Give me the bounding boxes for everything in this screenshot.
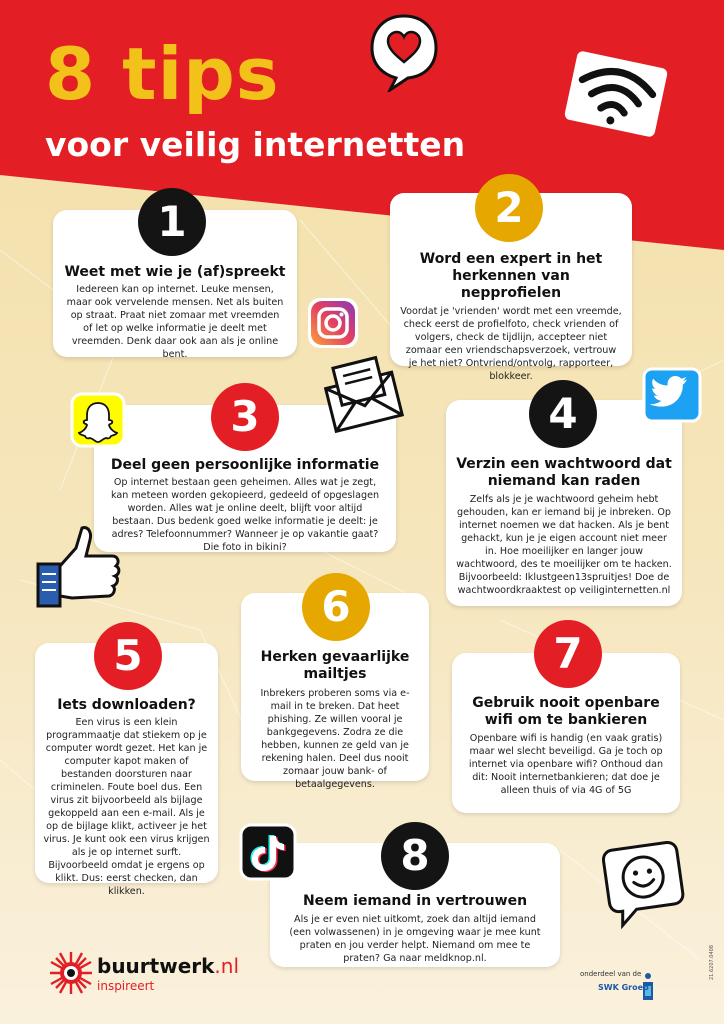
- tip-body: Iedereen kan op internet. Leuke mensen, maar ook vervelende mensen. Net als buiten op straat. Praat niet zomaar met vreemden of let op welke informatie je deelt met vreemden. Denk daar ook aan als je online bent.: [66, 284, 284, 360]
- tip-body: Voordat je 'vrienden' wordt met een vreemde, check eerst de profielfoto, check vrienden of volgers, check de tijdlijn, accepteer niet zomaar een vriendschapsverzoek, vertrouw je het niet? Ontvriend/ontvolg, rapporteer, blokkeer.: [400, 306, 622, 382]
- twitter-icon: [642, 367, 702, 423]
- partner-prefix: onderdeel van de: [580, 970, 642, 978]
- heart-speech-icon: [368, 12, 440, 92]
- tip-title: Deel geen persoonlijke informatie: [110, 457, 380, 473]
- tip-number-badge: 3: [211, 383, 279, 451]
- tip-body: Als je er even niet uitkomt, zoek dan altijd iemand (een volwassenen) in je omgeving waar je mee kunt praten en jou verder helpt. Niemand om mee te praten? Ga naar meldknop.nl.: [289, 914, 541, 964]
- tip-title: Word een expert in het herkennen van nepprofielen: [419, 251, 603, 301]
- tip-number-badge: 5: [94, 622, 162, 690]
- tip-number-badge: 7: [534, 620, 602, 688]
- brand-name-text: buurtwerk: [97, 954, 215, 978]
- tip-number-badge: 6: [302, 573, 370, 641]
- brand-name: [97, 956, 239, 976]
- tip-number-badge: 8: [381, 822, 449, 890]
- tip-title: Verzin een wachtwoord dat niemand kan raden: [456, 456, 672, 489]
- tiktok-icon: [239, 823, 297, 881]
- brand-tld: .nl: [214, 954, 240, 978]
- tip-body: Openbare wifi is handig (en vaak gratis) maar wel slecht beveiligd. Ga je toch op internet via openbare wifi? Onthoud dan dit: Nooit internetbankieren; dat doe je alleen thuis of via 4G of 5G: [468, 733, 664, 796]
- instagram-icon: [306, 296, 360, 350]
- snapchat-icon: [70, 392, 126, 448]
- tip-title: Iets downloaden?: [57, 697, 196, 713]
- tip-body: Zelfs als je je wachtwoord geheim hebt gehouden, kan er iemand bij je inbreken. Op internet noemen we dat hacken. Als je bent gehackt, kun je je eigen account niet meer in. Hoe moeilijker en langer jouw wachtwoord, des te moeilijker om te hacken. Bijvoorbeeld: Iklustgeen13spruitjes! Doe de wachtwoordkraaktest op veiliginternetten.nl: [456, 494, 672, 596]
- page-subtitle: voor veilig internetten: [45, 125, 466, 164]
- tip-number-badge: 1: [138, 188, 206, 256]
- thumbs-up-icon: [32, 518, 128, 614]
- tip-title: Herken gevaarlijke mailtjes: [260, 649, 410, 682]
- page-title: 8 tips: [45, 32, 280, 116]
- tip-number-badge: 2: [475, 174, 543, 242]
- tip-number-badge: 4: [529, 380, 597, 448]
- document-code: 21.6207.0408: [709, 945, 715, 980]
- partner-name: SWK Groep: [598, 983, 649, 992]
- tip-title: Gebruik nooit openbare wifi om te bankieren: [472, 695, 660, 728]
- tip-title: Weet met wie je (af)spreekt: [64, 264, 286, 280]
- buurtwerk-logo-icon: [48, 950, 94, 996]
- tip-title: Neem iemand in vertrouwen: [302, 893, 528, 909]
- tip-body: Een virus is een klein programmaatje dat stiekem op je computer wordt gezet. Het kan je computer kapot maken of bestanden doorsturen naar criminelen. Foute boel dus. Een virus zit bijvoorbeeld als bijlage gekoppeld aan een e-mail. Als je op de bijlage klikt, activeer je het virus. Je kunt ook een virus krijgen als je op internet surft. Bijvoorbeeld omdat je ergens op klikt. Dus: eerst checken, dan klikken.: [43, 717, 210, 897]
- smiley-speech-icon: [597, 835, 690, 932]
- tip-body: Inbrekers proberen soms via e-mail in te breken. Dat heet phishing. Ze willen vooral je bankgegevens. Zodra ze die hebben, kunnen ze geld van je rekening halen. Deel dus nooit zomaar jouw bank- of betaalgegevens.: [260, 688, 410, 790]
- tip-body: Op internet bestaan geen geheimen. Alles wat je zegt, kan meteen worden gekopieerd, gedeeld of opgeslagen worden. Alles wat je online deelt, blijft voor altijd bestaan. Dus bedenk goed welke informatie je deelt: je adres? Telefoonnummer? Wanneer je op vakantie gaat? Die foto in bikini?: [110, 477, 380, 553]
- brand-tagline: inspireert: [97, 979, 155, 993]
